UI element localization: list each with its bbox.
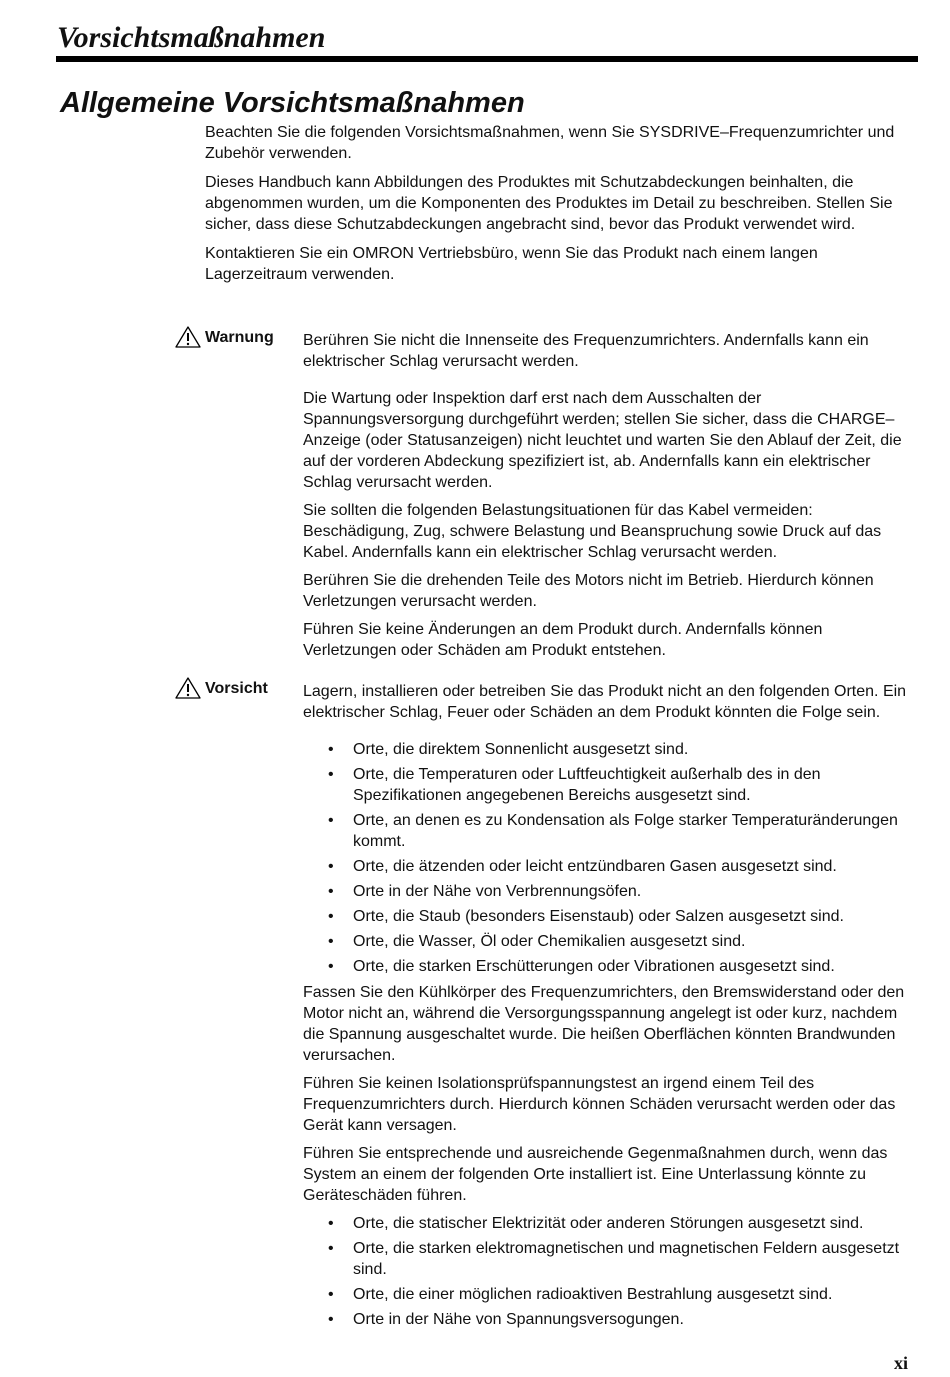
caution-paragraph: Führen Sie entsprechende und ausreichende Gegenmaßnahmen durch, wenn das System an einem der folgenden Orte installiert ist. Eine Unterlassung könnte zu Geräteschäden führen.	[303, 1145, 888, 1204]
page-number: xi	[894, 1353, 909, 1373]
warning-paragraph: Führen Sie keine Änderungen an dem Produkt durch. Andernfalls können Verletzungen oder Schäden am Produkt entstehen.	[303, 621, 823, 659]
list-item-text: Orte, die starken elektromagnetischen und magnetischen Feldern ausgesetzt sind.	[353, 1240, 900, 1278]
header-divider	[56, 56, 918, 62]
bullet: •	[328, 1240, 334, 1257]
list-item	[303, 764, 920, 806]
list-item-text: Orte, die starken Erschütterungen oder Vibrationen ausgesetzt sind.	[353, 958, 835, 975]
warning-label-text: Warnung	[205, 329, 274, 346]
warning-paragraph: Berühren Sie nicht die Innenseite des Frequenzumrichters. Andernfalls kann ein elektrischer Schlag verursacht werden.	[303, 332, 869, 370]
list-item	[303, 1309, 920, 1330]
caution-block	[303, 681, 920, 1335]
bullet: •	[328, 933, 334, 950]
list-item	[303, 956, 920, 977]
bullet: •	[328, 766, 334, 783]
list-item	[303, 856, 920, 877]
bullet: •	[328, 812, 334, 829]
list-item-text: Orte in der Nähe von Spannungsversogungen.	[353, 1311, 684, 1328]
list-item-text: Orte, die Staub (besonders Eisenstaub) oder Salzen ausgesetzt sind.	[353, 908, 844, 925]
list-item	[303, 906, 920, 927]
warning-paragraph: Die Wartung oder Inspektion darf erst nach dem Ausschalten der Spannungsversorgung durchgeführt werden; stellen Sie sicher, dass die CHARGE–Anzeige (oder Statusanzeigen) nicht leuchtet und warten Sie den Ablauf der Zeit, die auf der vorderen Abdeckung spezifiziert ist, ab. Andernfalls kann ein elektrischer Schlag verursacht werden.	[303, 390, 902, 491]
caution-label	[175, 677, 268, 699]
list-item-text: Orte, die ätzenden oder leicht entzündbaren Gasen ausgesetzt sind.	[353, 858, 837, 875]
list-item-text: Orte, die statischer Elektrizität oder anderen Störungen ausgesetzt sind.	[353, 1215, 864, 1232]
warning-triangle-icon	[175, 326, 201, 348]
caution-label-text: Vorsicht	[205, 680, 268, 697]
section-title: Allgemeine Vorsichtsmaßnahmen	[60, 87, 525, 119]
caution-location-list	[303, 739, 920, 977]
bullet: •	[328, 1311, 334, 1328]
list-item-text: Orte in der Nähe von Verbrennungsöfen.	[353, 883, 642, 900]
bullet: •	[328, 741, 334, 758]
list-item-text: Orte, die Wasser, Öl oder Chemikalien ausgesetzt sind.	[353, 933, 746, 950]
list-item	[303, 810, 920, 852]
warning-paragraph: Berühren Sie die drehenden Teile des Motors nicht im Betrieb. Hierdurch können Verletzungen verursacht werden.	[303, 572, 874, 610]
list-item-text: Orte, die einer möglichen radioaktiven Bestrahlung ausgesetzt sind.	[353, 1286, 833, 1303]
list-item	[303, 1284, 920, 1305]
list-item-text: Orte, die Temperaturen oder Luftfeuchtigkeit außerhalb des in den Spezifikationen angegebenen Bereichs ausgesetzt sind.	[353, 766, 821, 804]
countermeasure-location-list	[303, 1213, 920, 1330]
intro-text	[205, 122, 920, 293]
intro-paragraph: Kontaktieren Sie ein OMRON Vertriebsbüro, wenn Sie das Produkt nach einem langen Lagerzeitraum verwenden.	[205, 245, 818, 283]
bullet: •	[328, 883, 334, 900]
list-item-text: Orte, die direktem Sonnenlicht ausgesetzt sind.	[353, 741, 689, 758]
list-item	[303, 739, 920, 760]
bullet: •	[328, 908, 334, 925]
list-item	[303, 931, 920, 952]
list-item-text: Orte, an denen es zu Kondensation als Folge starker Temperaturänderungen kommt.	[353, 812, 898, 850]
list-item	[303, 1213, 920, 1234]
bullet: •	[328, 1286, 334, 1303]
bullet: •	[328, 858, 334, 875]
caution-paragraph: Fassen Sie den Kühlkörper des Frequenzumrichters, den Bremswiderstand oder den Motor nicht an, während die Versorgungsspannung angelegt ist oder kurz, nachdem die Spannung ausgeschaltet wurde. Die heißen Oberflächen könnten Brandwunden verursachen.	[303, 984, 905, 1064]
intro-paragraph: Dieses Handbuch kann Abbildungen des Produktes mit Schutzabdeckungen beinhalten, die abgenommen wurden, um die Komponenten des Produktes im Detail zu beschreiben. Stellen Sie sicher, dass diese Schutzabdeckungen angebracht sind, bevor das Produkt verwendet wird.	[205, 174, 893, 233]
bullet: •	[328, 958, 334, 975]
warning-block	[303, 330, 920, 668]
list-item	[303, 1238, 920, 1280]
bullet: •	[328, 1215, 334, 1232]
caution-triangle-icon	[175, 677, 201, 699]
page-header-title: Vorsichtsmaßnahmen	[57, 21, 326, 54]
intro-paragraph: Beachten Sie die folgenden Vorsichtsmaßnahmen, wenn Sie SYSDRIVE–Frequenzumrichter und Zubehör verwenden.	[205, 124, 895, 162]
warning-label	[175, 326, 274, 348]
warning-paragraph: Sie sollten die folgenden Belastungsituationen für das Kabel vermeiden: Beschädigung, Zug, schwere Belastung und Beanspruchung sowie Druck auf das Kabel. Andernfalls kann ein elektrischer Schlag verursacht werden.	[303, 502, 882, 561]
caution-paragraph: Lagern, installieren oder betreiben Sie das Produkt nicht an den folgenden Orten. Ein elektrischer Schlag, Feuer oder Schäden an dem Produkt könnten die Folge sein.	[303, 683, 907, 721]
list-item	[303, 881, 920, 902]
caution-paragraph: Führen Sie keinen Isolationsprüfspannungstest an irgend einem Teil des Frequenzumrichters durch. Hierdurch können Schäden verursacht werden oder das Gerät kann versagen.	[303, 1075, 896, 1134]
